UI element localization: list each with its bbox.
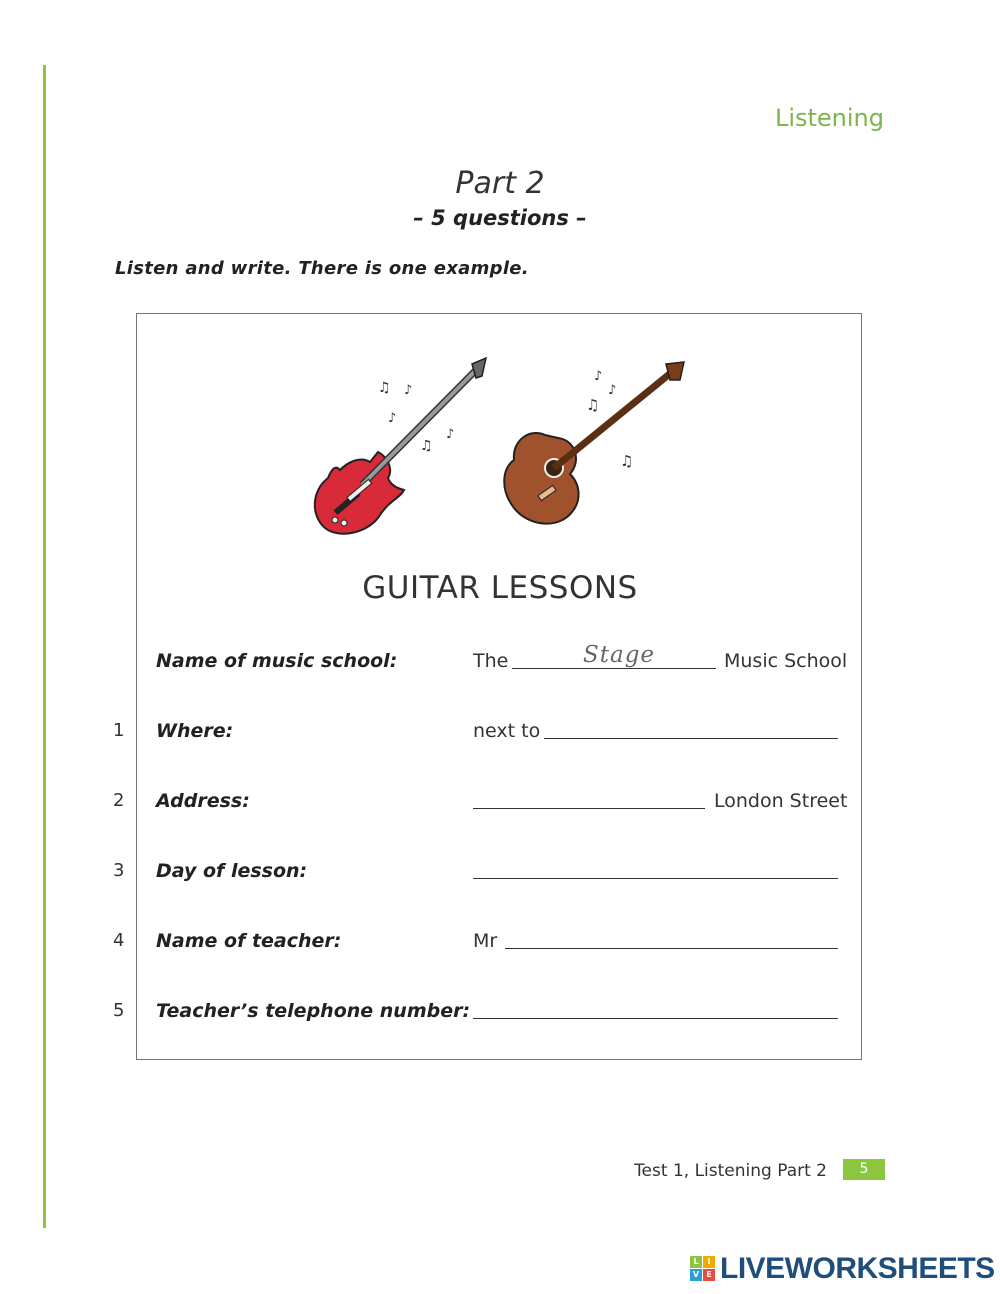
question-number: 1 (113, 720, 125, 741)
question-number: 4 (113, 930, 125, 951)
guitars-illustration (300, 350, 700, 550)
svg-text:♫: ♫ (378, 380, 391, 396)
example-prefix: The (473, 650, 509, 672)
part-title: Part 2 (455, 166, 545, 201)
question-prefix: next to (473, 720, 541, 742)
section-label: Listening (774, 104, 884, 132)
form-title: GUITAR LESSONS (362, 570, 638, 606)
question-row (0, 860, 1000, 890)
question-label: Teacher’s telephone number: (156, 1000, 471, 1022)
svg-text:♪: ♪ (388, 411, 397, 426)
svg-text:♫: ♫ (586, 396, 600, 414)
brand-name: LIVEWORKSHEETS (720, 1252, 995, 1285)
question-suffix: London Street (714, 790, 848, 812)
part-subtitle: – 5 questions – (413, 206, 587, 230)
svg-text:♫: ♫ (620, 452, 634, 470)
example-answer: Stage (583, 642, 656, 668)
example-row (0, 642, 1000, 680)
svg-text:♪: ♪ (404, 383, 413, 398)
question-row (0, 790, 1000, 820)
answer-line-1[interactable] (544, 738, 838, 739)
answer-line-2[interactable] (473, 808, 705, 809)
answer-line-5[interactable] (473, 1018, 838, 1019)
margin-rule (43, 65, 46, 1228)
acoustic-guitar-icon (504, 362, 684, 524)
answer-line-4[interactable] (505, 948, 838, 949)
example-answer-line (512, 668, 716, 669)
electric-guitar-icon (315, 358, 486, 534)
question-label: Day of lesson: (156, 860, 308, 882)
svg-text:♪: ♪ (608, 383, 617, 398)
music-notes-icon (378, 369, 633, 470)
question-number: 3 (113, 860, 125, 881)
question-row (0, 720, 1000, 750)
question-label: Where: (156, 720, 234, 742)
question-row (0, 930, 1000, 960)
answer-line-3[interactable] (473, 878, 838, 879)
question-number: 2 (113, 790, 125, 811)
liveworksheets-logo[interactable] (690, 1252, 995, 1286)
example-suffix: Music School (724, 650, 848, 672)
question-prefix: Mr (473, 930, 498, 952)
question-label: Address: (156, 790, 250, 812)
example-label: Name of music school: (156, 650, 398, 672)
liveworksheets-mark-icon: L I V E (690, 1256, 716, 1282)
svg-text:♪: ♪ (594, 369, 603, 384)
footer-text: Test 1, Listening Part 2 (634, 1161, 827, 1181)
svg-text:♪: ♪ (446, 427, 455, 442)
question-number: 5 (113, 1000, 125, 1021)
question-row (0, 1000, 1000, 1030)
svg-text:♫: ♫ (420, 438, 433, 454)
page-number-badge: 5 (843, 1159, 885, 1180)
question-label: Name of teacher: (156, 930, 342, 952)
instructions: Listen and write. There is one example. (115, 258, 529, 279)
